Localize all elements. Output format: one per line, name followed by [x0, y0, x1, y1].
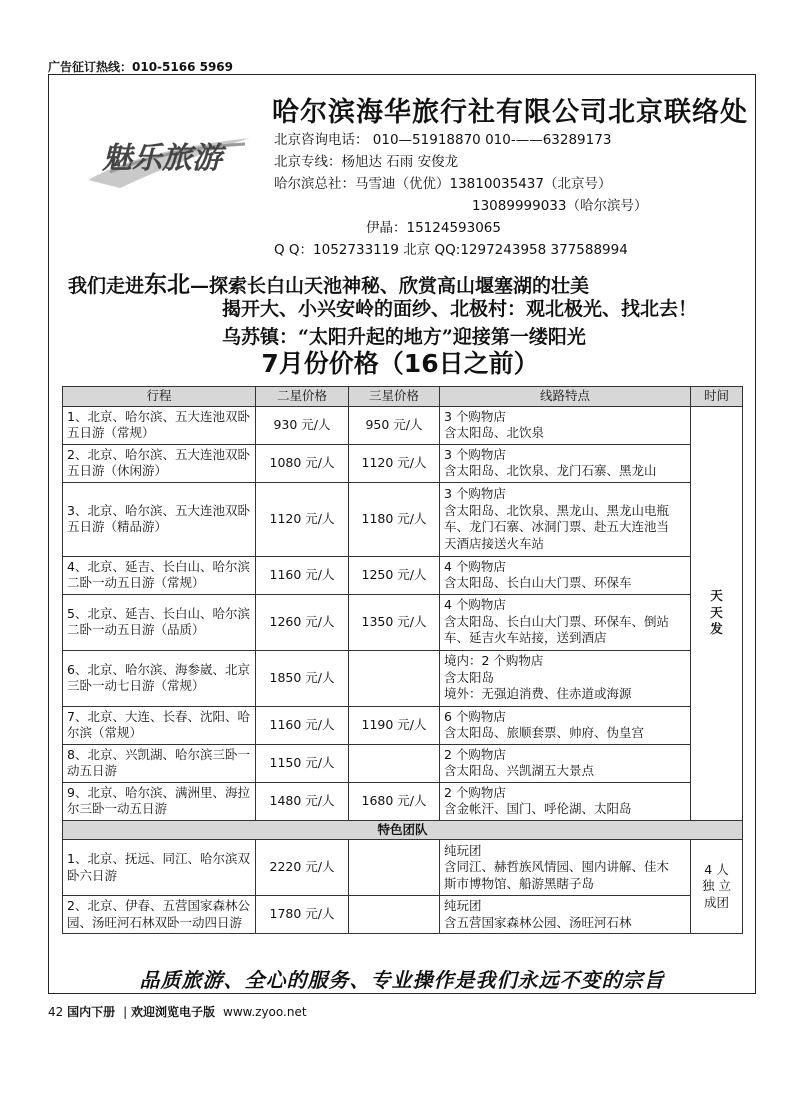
table-row: [63, 840, 743, 896]
two-star-price: 1260 元/人: [256, 594, 349, 650]
two-star-price: 1150 元/人: [256, 744, 349, 782]
features-cell: 2 个购物店 含太阳岛、兴凯湖五大景点: [440, 744, 691, 782]
route-cell: 2、北京、伊春、五营国家森林公 园、汤旺河石林双卧一动四日游: [63, 896, 256, 934]
two-star-price: 1480 元/人: [256, 782, 349, 820]
three-star-price: 1250 元/人: [349, 556, 440, 594]
ad-hotline: 广告征订热线：010-5166 5969: [48, 60, 234, 74]
bottom-slogan: 品质旅游、全心的服务、专业操作是我们永远不变的宗旨: [139, 968, 665, 992]
table-row: [63, 896, 743, 934]
page-footer: [48, 1003, 307, 1020]
features-cell: 3 个购物店 含太阳岛、北饮泉: [440, 406, 691, 444]
features-cell: 2 个购物店 含金帐汗、国门、呼伦湖、太阳岛: [440, 782, 691, 820]
three-star-price: [349, 840, 440, 896]
route-cell: 5、北京、延吉、长白山、哈尔滨 二卧一动五日游（品质）: [63, 594, 256, 650]
footer-section: 国内下册: [67, 1005, 116, 1019]
three-star-price: [349, 744, 440, 782]
three-star-price: 1180 元/人: [349, 482, 440, 556]
special-section-row: [63, 820, 743, 840]
route-cell: 7、北京、大连、长春、沈阳、哈 尔滨（常规）: [63, 706, 256, 744]
header-features: 线路特点: [440, 387, 691, 407]
departure-time: 天 天 发: [691, 406, 743, 820]
route-cell: 4、北京、延吉、长白山、哈尔滨 二卧一动五日游（常规）: [63, 556, 256, 594]
slogan-line-1: 我们走进东北—探索长白山天池神秘、欣赏高山堰塞湖的壮美: [68, 271, 590, 298]
table-row: [63, 556, 743, 594]
table-header-row: [63, 387, 743, 407]
table-row: [63, 594, 743, 650]
features-cell: 4 个购物店 含太阳岛、长白山大门票、环保车、倒站 车、延吉火车站接，送到酒店: [440, 594, 691, 650]
route-cell: 9、北京、哈尔滨、满洲里、海拉 尔三卧一动五日游: [63, 782, 256, 820]
footer-divider: |: [123, 1005, 131, 1019]
features-cell: 境内：2 个购物店 含太阳岛 境外：无强迫消费、住赤道或海源: [440, 650, 691, 706]
slogan-line-2: 揭开大、小兴安岭的面纱、北极村：观北极光、找北去！: [222, 298, 698, 320]
features-cell: 6 个购物店 含太阳岛、旅顺套票、帅府、伪皇宫: [440, 706, 691, 744]
three-star-price: [349, 650, 440, 706]
beijing-phone: 北京咨询电话： 010—51918870 010-——63289173: [274, 132, 612, 148]
route-cell: 6、北京、哈尔滨、海参崴、北京 三卧一动七日游（常规）: [63, 650, 256, 706]
three-star-price: 1120 元/人: [349, 444, 440, 482]
features-cell: 纯玩团 含同江、赫哲族风情园、囤内讲解、佳木 斯市博物馆、船游黑瞎子岛: [440, 840, 691, 896]
beijing-contacts: 北京专线：杨旭达 石雨 安俊龙: [274, 154, 459, 170]
header-two-star: 二星价格: [256, 387, 349, 407]
logo-graphic: [80, 110, 260, 200]
header-time: 时间: [691, 387, 743, 407]
table-row: [63, 744, 743, 782]
qq-numbers: Q Q：1052733119 北京 QQ:1297243958 377588994: [274, 242, 628, 258]
logo: [80, 110, 260, 200]
slogan-line-3: 乌苏镇：“太阳升起的地方”迎接第一缕阳光: [222, 326, 586, 348]
table-row: [63, 650, 743, 706]
three-star-price: 1680 元/人: [349, 782, 440, 820]
price-title: 7月份价格（16日之前）: [261, 349, 539, 378]
harbin-contact: 哈尔滨总社：马雪迪（优优）13810035437（北京号）: [274, 176, 612, 192]
two-star-price: 2220 元/人: [256, 840, 349, 896]
three-star-price: 1190 元/人: [349, 706, 440, 744]
header-route: 行程: [63, 387, 256, 407]
features-cell: 纯玩团 含五营国家森林公园、汤旺河石林: [440, 896, 691, 934]
route-cell: 8、北京、兴凯湖、哈尔滨三卧一 动五日游: [63, 744, 256, 782]
three-star-price: 950 元/人: [349, 406, 440, 444]
two-star-price: 1080 元/人: [256, 444, 349, 482]
route-cell: 1、北京、抚远、同江、哈尔滨双 卧六日游: [63, 840, 256, 896]
two-star-price: 1160 元/人: [256, 706, 349, 744]
table-row: [63, 706, 743, 744]
table-row: [63, 406, 743, 444]
yijing-phone: 伊晶：15124593065: [366, 220, 501, 236]
features-cell: 4 个购物店 含太阳岛、长白山大门票、环保车: [440, 556, 691, 594]
features-cell: 3 个购物店 含太阳岛、北饮泉、黑龙山、黑龙山电瓶 车、龙门石寨、冰洞门票、赴五大连池当 天酒店接送火车站: [440, 482, 691, 556]
three-star-price: [349, 896, 440, 934]
route-cell: 2、北京、哈尔滨、五大连池双卧 五日游（休闲游）: [63, 444, 256, 482]
two-star-price: 1120 元/人: [256, 482, 349, 556]
company-name: 哈尔滨海华旅行社有限公司北京联络处: [272, 97, 748, 128]
page-number: 42: [48, 1005, 64, 1019]
table-row: [63, 482, 743, 556]
harbin-phone: 13089999033（哈尔滨号）: [472, 198, 648, 214]
two-star-price: 930 元/人: [256, 406, 349, 444]
features-cell: 3 个购物店 含太阳岛、北饮泉、龙门石寨、黑龙山: [440, 444, 691, 482]
special-departure: 4 人 独 立 成团: [691, 840, 743, 934]
three-star-price: 1350 元/人: [349, 594, 440, 650]
price-table: [62, 386, 743, 934]
two-star-price: 1160 元/人: [256, 556, 349, 594]
logo-text: 魅乐旅游: [102, 141, 222, 176]
two-star-price: 1780 元/人: [256, 896, 349, 934]
header-three-star: 三星价格: [349, 387, 440, 407]
route-cell: 3、北京、哈尔滨、五大连池双卧 五日游（精品游）: [63, 482, 256, 556]
footer-url[interactable]: www.zyoo.net: [223, 1005, 307, 1019]
two-star-price: 1850 元/人: [256, 650, 349, 706]
route-cell: 1、北京、哈尔滨、五大连池双卧 五日游（常规）: [63, 406, 256, 444]
footer-promo: 欢迎浏览电子版: [130, 1005, 215, 1019]
table-row: [63, 782, 743, 820]
special-section-title: 特色团队: [63, 820, 743, 840]
table-row: [63, 444, 743, 482]
